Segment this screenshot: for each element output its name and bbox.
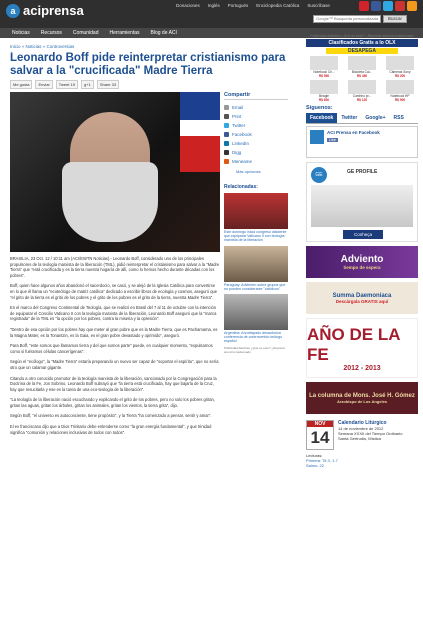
product-image xyxy=(348,56,376,70)
product-image xyxy=(348,80,376,94)
fb-like-button[interactable]: Like xyxy=(329,138,336,142)
readings xyxy=(306,453,418,468)
youtube-icon[interactable] xyxy=(359,1,369,11)
tab-googleplus[interactable]: Google+ xyxy=(365,115,386,121)
product-image xyxy=(310,56,338,70)
top-link-enciclopedia[interactable]: Enciclopedia Católica xyxy=(256,3,300,8)
top-links xyxy=(176,3,330,8)
like-button[interactable]: Me gusta xyxy=(10,80,32,89)
share-twitter[interactable]: Twitter xyxy=(224,121,288,130)
twitter-icon[interactable] xyxy=(383,1,393,11)
article-paragraph: "Dentro de esa opción por los pobres hay que meter al gran pobre que es la Madre Tierra, que es Pachamama, es la Magna Mater, es la Tonantzin, es la Gaia, es el gran pobre devastado y oprimido", aseguró. xyxy=(10,326,218,338)
conheca-button[interactable]: Conheça xyxy=(343,230,383,239)
reading-first-link[interactable]: Primera: Tit 3, 1-7 xyxy=(306,458,338,463)
article-paragraph: BRASILIA, 23 Oct. 12 / 10:11 am (ACI/EWTN Noticias).- Leonardo Boff, considerado uno de los principales propulsores de la teología marxista de la liberación (TML), pidió reinterpretar el cristianismo para salvar a la "Madre Tierra" que "está crucificada y es la tierra nuestra hogaría de allí, como lo hemos hecho durante décadas con los pobres". xyxy=(10,256,220,278)
article-paragraph: Según el "ecólogo", la "Madre Tierra" estaría preparando un nuevo ser capaz de "soportar el espíritu", que no sería otro que un calamar gigante. xyxy=(10,359,219,370)
facebook-widget xyxy=(306,126,418,158)
digg-icon xyxy=(224,150,229,155)
olx-item[interactable]: Notebook Ch... R$ 550 xyxy=(306,56,342,78)
top-link-portugues[interactable]: Portugués xyxy=(227,3,249,8)
follow-title: Síguenos: xyxy=(306,105,333,111)
share-email[interactable]: Email xyxy=(224,103,288,112)
share-button[interactable]: Share 33 xyxy=(97,80,119,89)
logo-text: aciprensa xyxy=(23,3,84,18)
share-sidebar xyxy=(224,92,288,354)
top-link-ingles[interactable]: Inglés xyxy=(207,3,220,8)
facebook-icon xyxy=(224,132,229,137)
send-button[interactable]: Enviar xyxy=(35,80,52,89)
readings-label: Lecturas: xyxy=(306,453,323,458)
article-paragraph: Citando a otro conocido promotor de la teología marxista de la liberación, sancionado por la Congregación para la Doctrina de la Fe, Jon Sobrino, Leonardo Boff subrayó que "la tierra está crucificada, hay que bajarla de la Cruz, hay que resucitarla y ese es la tarea de una eco-teología de la liberación". xyxy=(10,375,217,392)
related-item[interactable]: Paraguay: Advierten sobre grupos que no pueden considerarse "católicos" xyxy=(224,246,288,291)
ge-ad[interactable] xyxy=(306,162,418,242)
columna-banner[interactable]: La columna de Mons. José H. Gómez Arzobispo de Los Angeles xyxy=(306,382,418,414)
site-logo[interactable] xyxy=(6,3,84,18)
olx-header[interactable]: Clasificados Gratis a lo OLX xyxy=(306,39,418,47)
gplus-button[interactable]: g+1 xyxy=(81,80,94,89)
olx-item[interactable]: Bicicleta Cal... R$ 450 xyxy=(344,56,380,78)
kitchen-image xyxy=(311,185,413,227)
nav-noticias[interactable]: Noticias xyxy=(12,30,30,36)
related-title: Relacionadas: xyxy=(224,184,258,190)
meneame-icon xyxy=(224,159,229,164)
share-meneame[interactable]: Meneame xyxy=(224,157,288,166)
liturgical-calendar xyxy=(306,420,418,450)
share-bar xyxy=(10,80,119,90)
olx-item[interactable]: Câmeras Sony R$ 200 xyxy=(382,56,418,78)
olx-grid xyxy=(306,56,418,102)
article-title: Leonardo Boff pide reinterpretar cristianismo para salvar a la "crucificada" Madre Tierra xyxy=(10,52,286,77)
tab-rss[interactable]: RSS xyxy=(393,115,404,121)
share-linkedin[interactable]: LinkedIn xyxy=(224,139,288,148)
share-title: Compartir xyxy=(224,92,288,100)
twitter-icon xyxy=(224,123,229,128)
product-image xyxy=(386,80,414,94)
summa-banner[interactable]: Summa Daemoniaca Descárgala GRATIS aquí xyxy=(306,282,418,314)
article-paragraph: Boff, quien hace algunos años abandonó el sacerdocio, se casó, y se alejó de la Iglesia Católica para convertirse en lo que él llama un "ecoteólogo de matriz católica" dedicado a escribir libros de ecología y cosmos, aseguró que "el grito de la tierra es el grito de los pobres y el grito de los pobres es el grito de la tierra, nuestra Madre Tierra". xyxy=(10,283,218,300)
facebook-icon[interactable] xyxy=(371,1,381,11)
calendar-week: Semana XXXII del Tiempo Ordinario xyxy=(338,431,403,436)
social-icons xyxy=(359,1,417,11)
related-image xyxy=(224,193,288,229)
beard-shape xyxy=(62,162,158,242)
related-image xyxy=(224,246,288,282)
more-options-link[interactable]: Más opciones xyxy=(236,169,261,174)
tweet-button[interactable]: Tweet 19 xyxy=(56,80,78,89)
share-digg[interactable]: Digg xyxy=(224,148,288,157)
flag-shape xyxy=(180,92,220,172)
article-paragraph: "La teología de la liberación nació escuchando y explicando el grito de los pobres, pero no solo los pobres gritan, gritan las aguas, gritan los árboles, gritan los animales, gritan los vientos, la tierra grita", dijo. xyxy=(10,397,215,408)
nav-recursos[interactable]: Recursos xyxy=(40,30,62,36)
product-image xyxy=(310,80,338,94)
article-paragraph: El ex franciscano dijo que a Dios Trinitario debe entenderse como "la gran energía fundamental", y que trinidad significa "comunión y relaciones inclusivas de todos con todos". xyxy=(10,424,212,435)
share-print[interactable]: Print xyxy=(224,112,288,121)
olx-item[interactable]: Beagle R$ 600 xyxy=(306,80,342,102)
page-name[interactable]: ACI Prensa en Facebook xyxy=(327,130,380,135)
social-tabs xyxy=(306,113,418,124)
article-body xyxy=(10,256,220,440)
ad-note[interactable]: Publicidad Adwrtise ¿Qué es esto? ¿Reportar anuncio inadecuado xyxy=(310,34,414,38)
email-icon xyxy=(224,105,229,110)
article-paragraph: Según Boff, "el universo es autoconciente, tiene propósito", y la Tierra "ha comenzado a pensar, sentir y amar". xyxy=(10,413,212,419)
olx-item[interactable]: Carrinho pr... R$ 120 xyxy=(344,80,380,102)
olx-item[interactable]: Notebook HP R$ 900 xyxy=(382,80,418,102)
product-image xyxy=(386,56,414,70)
top-link-donaciones[interactable]: Donaciones xyxy=(176,3,200,8)
ad-note[interactable]: Publicidad Adwrtise ¿Qué es esto? ¿Reportar anuncio inadecuado xyxy=(224,345,285,354)
ano-fe-banner[interactable]: AÑO DE LA FE 2012 - 2013 xyxy=(306,318,418,378)
nav-comunidad[interactable]: Comunidad xyxy=(72,30,99,36)
print-icon xyxy=(224,114,229,119)
calendar-title[interactable]: Calendario Litúrgico xyxy=(338,420,387,426)
rss-icon[interactable] xyxy=(407,1,417,11)
calendar-icon: NOV 14 xyxy=(306,420,334,450)
related-image xyxy=(224,294,288,330)
breadcrumb[interactable]: Inicio » Noticias » Controversias xyxy=(10,44,75,49)
related-item[interactable]: Argentina: Arzobispado desautoriza conferencia de controvertido teólogo español xyxy=(224,294,288,344)
nav-blog[interactable]: Blog de ACI xyxy=(150,30,177,36)
ge-profile-text: GE PROFILE xyxy=(347,169,378,175)
article-photo xyxy=(10,92,220,252)
nav-herramientas[interactable]: Herramientas xyxy=(109,30,140,36)
top-bar xyxy=(0,0,423,28)
article-paragraph: En el marco del Congreso Continental de Teología, que se realizó en Brasil del 7 al 11 de octubre con la intención de equiparar el Concilio Vaticano II con la teología marxista de la liberación, Leonardo Boff aseguró que la "marca registrada" de la TML es "la opción por los pobres, contra la miseria y la opresión". xyxy=(10,305,217,322)
search-button[interactable]: Buscar xyxy=(383,15,407,23)
reading-psalm-link[interactable]: Salmo: 22 xyxy=(306,463,325,468)
page-avatar xyxy=(310,130,324,144)
related-item[interactable]: Este domingo inicia congreso disidente que equiparar Vaticano II con teología marxista de la liberación xyxy=(224,193,288,243)
ge-logo-icon: GE xyxy=(311,167,327,183)
share-facebook[interactable]: Facebook xyxy=(224,130,288,139)
search-input[interactable]: Google™ Búsqueda personalizada xyxy=(313,15,381,23)
calendar-saint: Santa Gertrudis, Mística xyxy=(338,436,381,441)
olx-subheader[interactable]: DESAPEGA xyxy=(326,48,398,54)
right-column xyxy=(306,34,418,468)
gplus-icon[interactable] xyxy=(395,1,405,11)
linkedin-icon xyxy=(224,141,229,146)
logo-icon: a xyxy=(6,4,20,18)
article-paragraph: Para Boff, "este somos que llamamos tierra y del que somos parte" puede, en cualquier momento, "expulsarnos como si fuéramos células cancerígenas". xyxy=(10,343,213,354)
top-link-suscribase[interactable]: Suscríbase xyxy=(307,3,330,8)
calendar-date: 14 de noviembre de 2012 xyxy=(338,426,384,431)
tab-facebook[interactable]: Facebook xyxy=(306,113,337,123)
adviento-banner[interactable]: Adviento tiempo de espera xyxy=(306,246,418,278)
tab-twitter[interactable]: Twitter xyxy=(341,115,358,121)
